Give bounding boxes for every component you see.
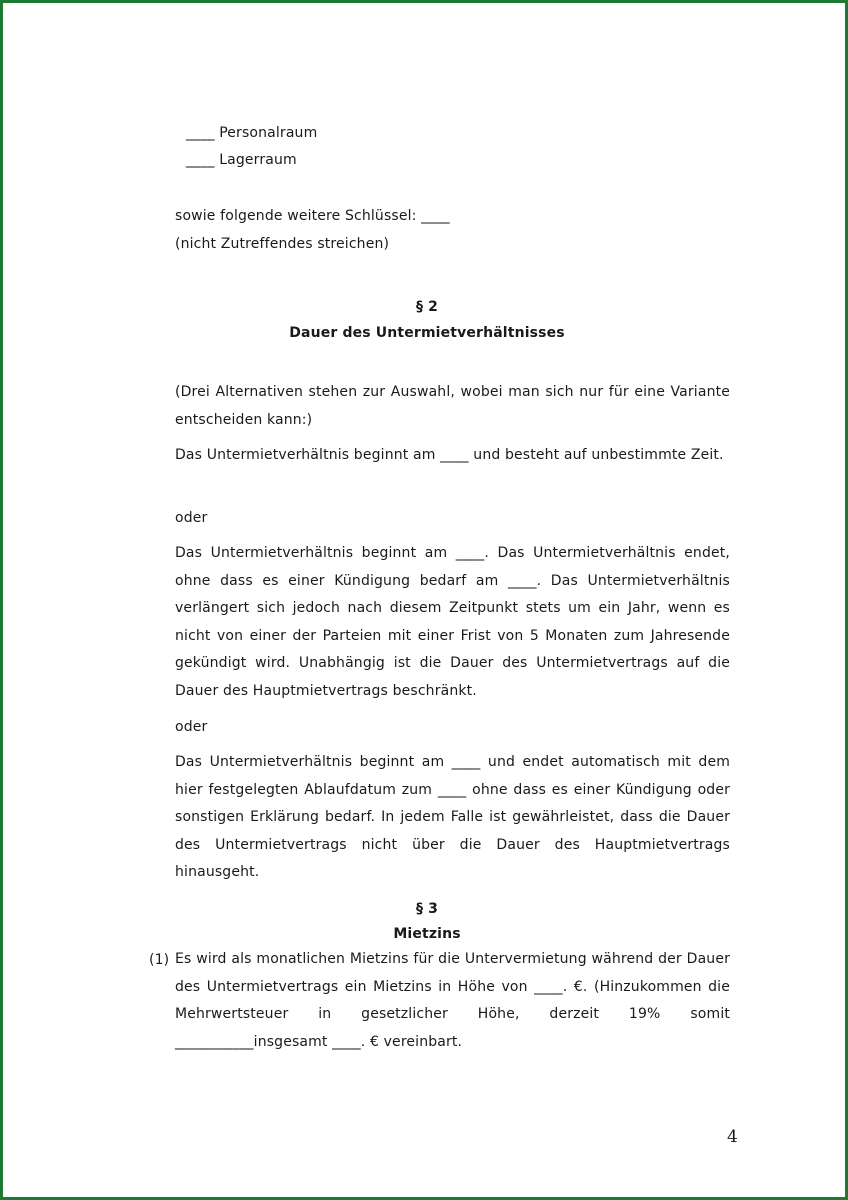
- section-3-item-1-number: (1): [149, 952, 170, 968]
- section-2-or-1: oder: [175, 510, 208, 526]
- section-3-item-1-text: Es wird als monatlichen Mietzins für die Untervermietung während der Dauer des Untermietvertrags ein Mietzins in Höhe von ____. €. (Hinzukommen die Mehrwertsteuer in gesetzlicher Höhe, derzeit 19% somit ___________insgesamt ____. € vereinbart.: [175, 951, 730, 1050]
- checkbox-line-personalraum: ____ Personalraum: [186, 125, 318, 141]
- keys-line: sowie folgende weitere Schlüssel: ____: [175, 208, 450, 224]
- section-2-alternative-2: Das Untermietverhältnis beginnt am ____. Das Untermietverhältnis endet, ohne dass es einer Kündigung bedarf am ____. Das Untermietverhältnis verlängert sich jedoch nach diesem Zeitpunkt stets um ein Jahr, wenn es nicht von einer der Parteien mit einer Frist von 5 Monaten zum Jahresende gekündigt wird. Unabhängig ist die Dauer des Untermietvertrags auf die Dauer des Hauptmietvertrags beschränkt.: [175, 545, 730, 699]
- section-2-number: § 2: [415, 299, 439, 315]
- section-2-title: Dauer des Untermietverhältnisses: [289, 325, 565, 341]
- section-2-alternative-3: Das Untermietverhältnis beginnt am ____ und endet automatisch mit dem hier festgelegten Ablaufdatum zum ____ ohne dass es einer Kündigung oder sonstigen Erklärung bedarf. In jedem Falle ist gewährleistet, dass die Dauer des Untermietvertrags nicht über die Dauer des Hauptmietvertrags hinausgeht.: [175, 754, 730, 881]
- section-3-title: Mietzins: [393, 926, 461, 942]
- section-2-intro: (Drei Alternativen stehen zur Auswahl, wobei man sich nur für eine Variante entscheiden kann:): [175, 384, 730, 428]
- page-number: 4: [727, 1127, 738, 1147]
- section-2-alternative-1: Das Untermietverhältnis beginnt am ____ und besteht auf unbestimmte Zeit.: [175, 447, 724, 463]
- strike-note: (nicht Zutreffendes streichen): [175, 236, 390, 252]
- section-2-or-2: oder: [175, 719, 208, 735]
- section-3-number: § 3: [415, 901, 439, 917]
- checkbox-line-lagerraum: ____ Lagerraum: [186, 152, 297, 168]
